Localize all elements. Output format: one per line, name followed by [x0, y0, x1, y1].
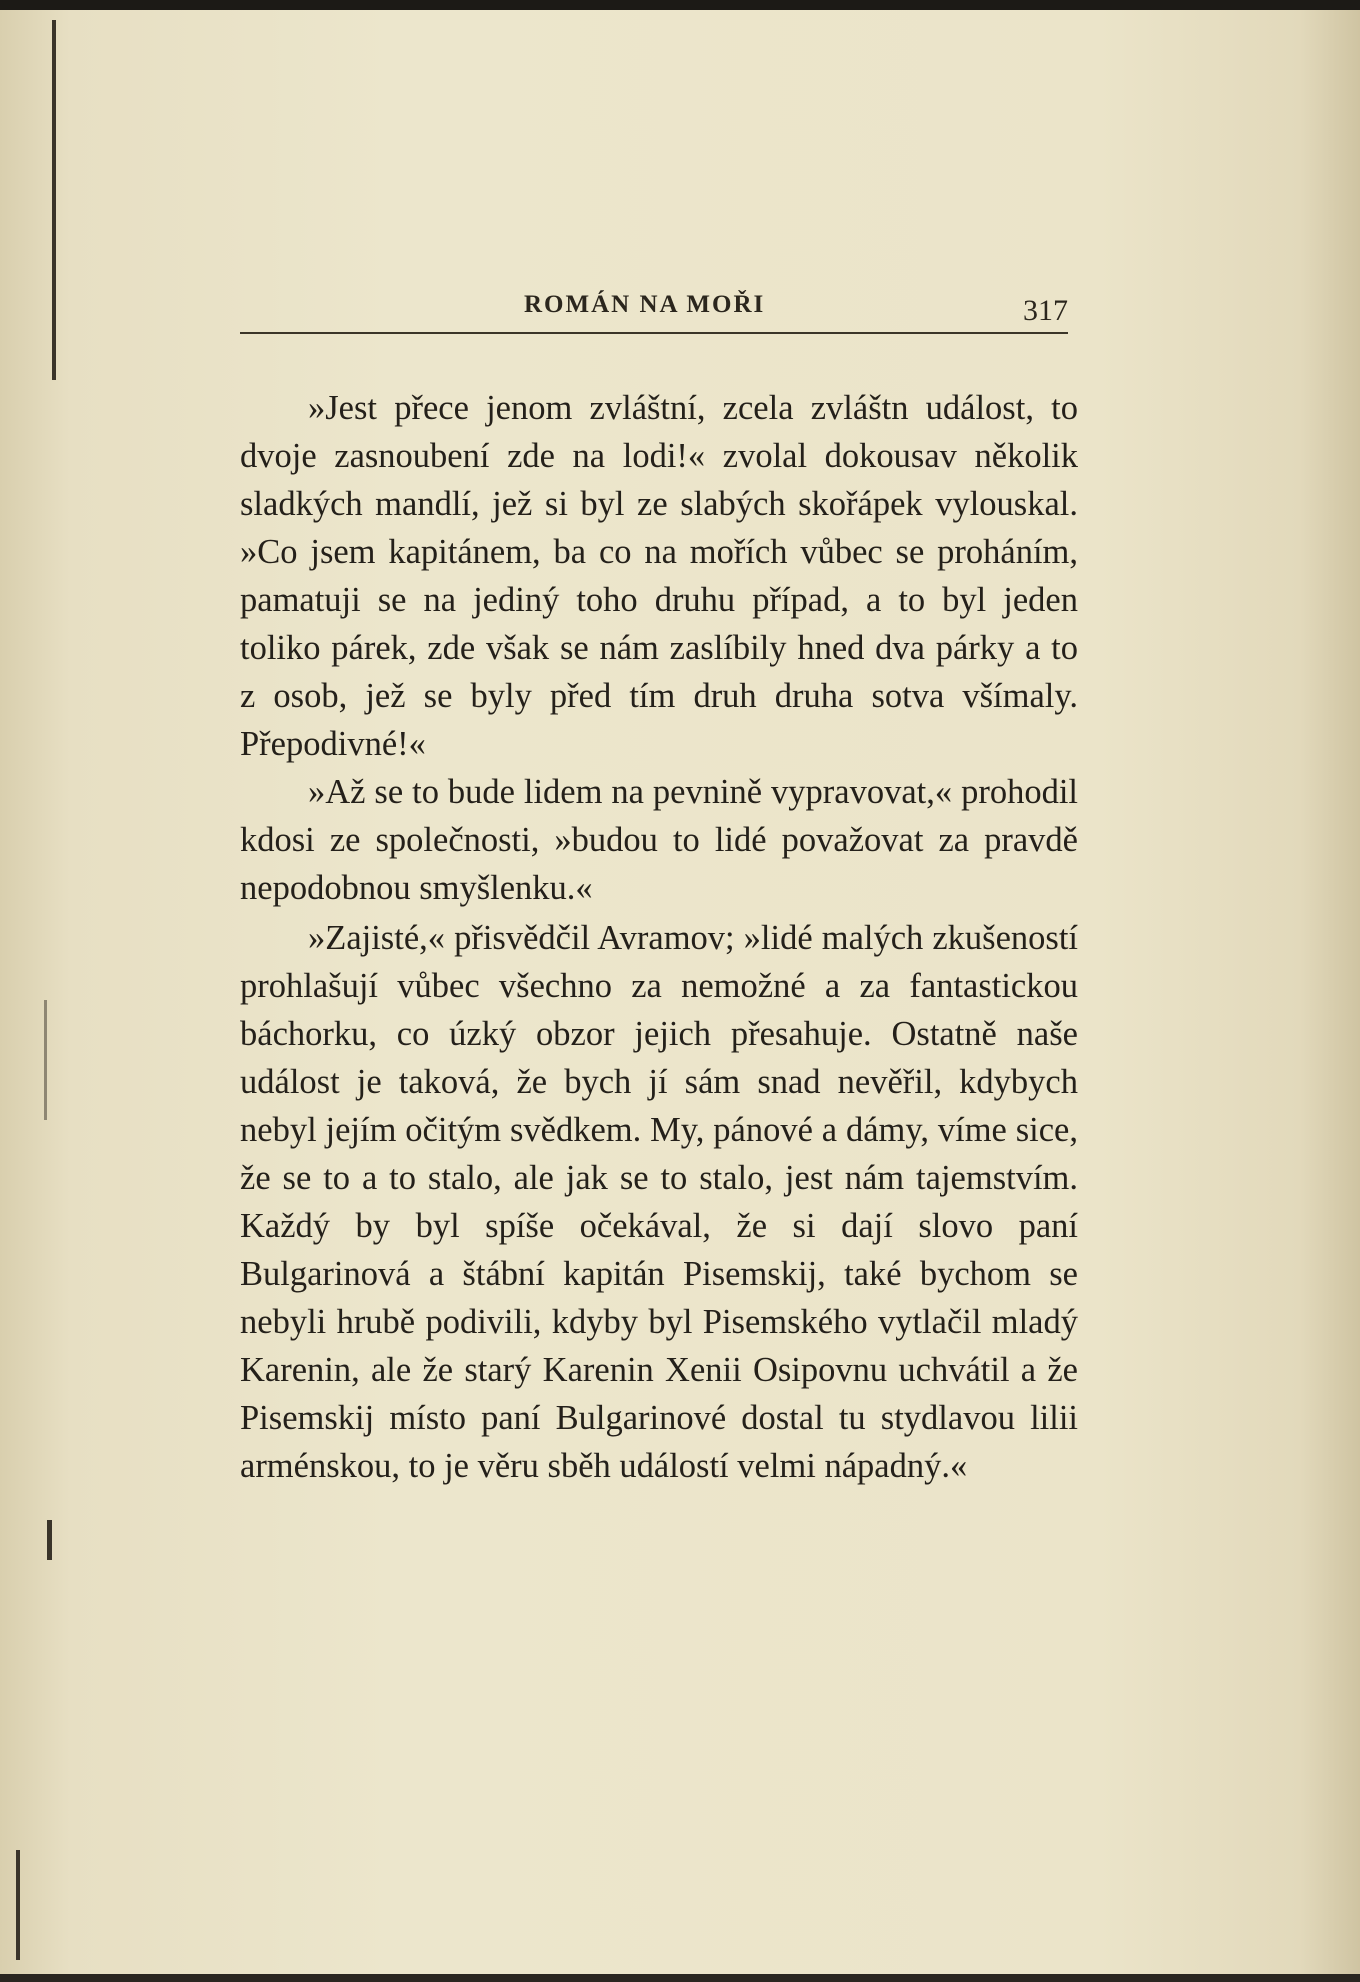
page-bottom-edge: [0, 1974, 1360, 1982]
binding-mark: [47, 1520, 52, 1560]
paragraph: »Až se to bude lidem na pevnině vypravovat,« prohodil kdosi ze společnosti, »budou to lidé považovat za pravdě nepodobnou smyšlenku.«: [240, 773, 1078, 907]
page-top-edge: [0, 0, 1360, 10]
binding-mark: [44, 1000, 47, 1120]
binding-mark: [16, 1850, 20, 1960]
binding-mark: [52, 20, 56, 380]
page-number: 317: [1023, 294, 1068, 327]
running-head: ROMÁN NA MOŘI: [524, 291, 766, 318]
body-text: [240, 384, 1078, 1490]
page-header: [240, 282, 1068, 334]
paragraph: »Zajisté,« přisvědčil Avramov; »lidé malých zkušeností prohlašují vůbec všechno za nemožné a za fantastickou báchorku, co úzký obzor jejich přesahuje. Ostatně naše událost je taková, že bych jí sám snad nevěřil, kdybych nebyl jejím očitým svědkem. My, pánové a dámy, víme sice, že se to a to stalo, ale jak se to stalo, jest nám tajemstvím. Každý by byl spíše očekával, že si dají slovo paní Bulgarinová a štábní kapitán Pisemskij, také bychom se nebyli hrubě podivili, kdyby byl Pisemského vytlačil mladý Karenin, ale že starý Karenin Xenii Osipovnu uchvátil a že Pisemskij místo paní Bulgarinové dostal tu stydlavou lilii arménskou, to je věru sběh událostí velmi nápadný.«: [240, 919, 1078, 1485]
paragraph: »Jest přece jenom zvláštní, zcela zvláštn událost, to dvoje zasnoubení zde na lodi!« zvolal dokousav několik sladkých mandlí, jež si byl ze slabých skořápek vylouskal. »Co jsem kapitánem, ba co na mořích vůbec se proháním, pamatuji se na jediný toho druhu případ, a to byl jeden toliko párek, zde však se nám zaslíbily hned dva párky a to z osob, jež se byly před tím druh druha sotva všímaly. Přepodivné!«: [240, 389, 1078, 763]
